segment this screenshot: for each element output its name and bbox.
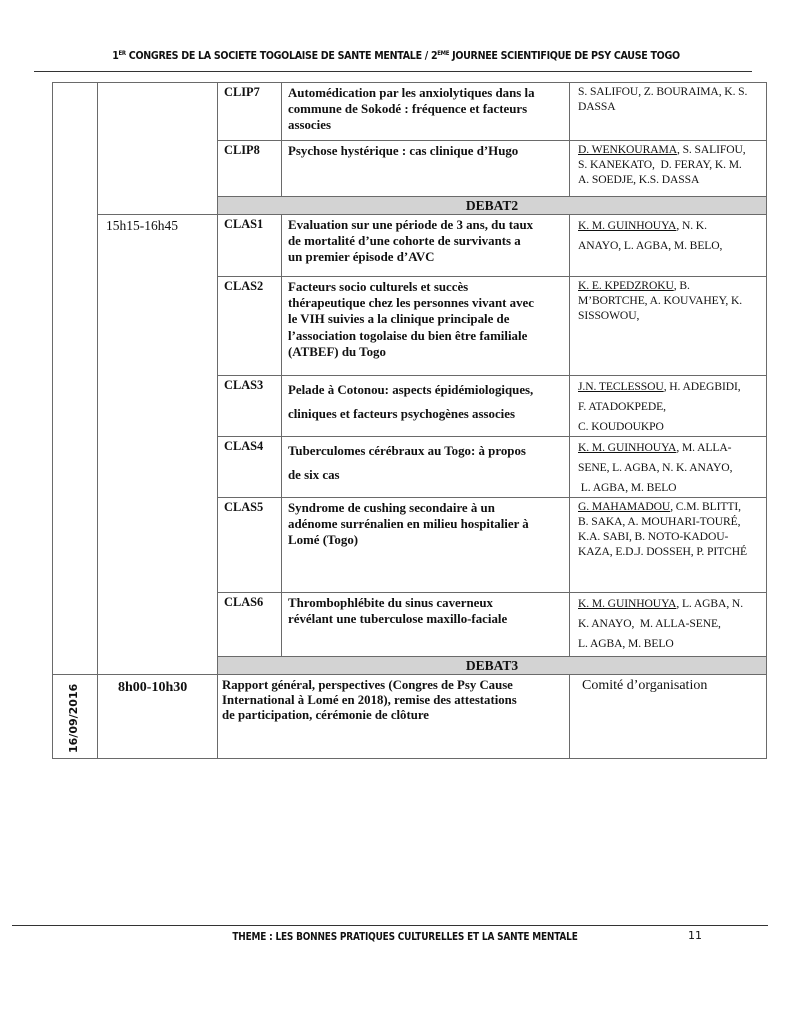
header-sup: ER [118,50,126,57]
title-line: Psychose hystérique : cas clinique d’Hugo [288,144,519,158]
authors-text: A. SOEDJE, K.S. DASSA [578,173,700,186]
title-line: Syndrome de cushing secondaire à un [288,501,495,515]
authors [578,216,722,256]
title-line: associes [288,118,331,133]
title-line: Facteurs socio culturels et succès [288,280,469,294]
authors-text: , H. ADEGBIDI, [663,380,741,393]
title-cell [281,375,570,437]
authors [578,594,743,654]
header-text: JOURNEE SCIENTIFIQUE DE PSY CAUSE TOGO [449,50,680,62]
title-line: l’association togolaise du bien être familiale [288,328,528,343]
lead-author: K. M. GUINHOUYA [578,219,677,232]
debat3-row [217,656,767,675]
title-line: Tuberculomes cérébraux au Togo: à propos [288,444,526,458]
authors-line [578,216,722,236]
header-divider [34,71,752,72]
presentation-code: CLAS1 [224,217,264,231]
title-line: (ATBEF) du Togo [288,344,386,359]
presentation-code: CLAS5 [224,500,264,514]
authors-line [578,278,742,293]
lead-author: J.N. TECLESSOU [578,380,664,393]
final-date-cell [52,674,98,759]
code-cell [217,140,282,197]
presentation-title [288,500,529,549]
authors-text: K.A. SABI, B. NOTO-KADOU- [578,530,729,543]
authors-text: KAZA, E.D.J. DOSSEH, P. PITCHÉ [578,545,747,558]
final-title [222,678,517,723]
authors-text: , S. SALIFOU, [676,143,746,156]
title-line: un premier épisode d’AVC [288,250,435,265]
lead-author: K. E. KPEDZROKU [578,279,674,292]
authors-text: F. ATADOKPEDE, [578,400,666,413]
authors-cell [569,140,767,197]
footer-divider [12,925,768,926]
authors-line [578,84,747,99]
debat3-label: DEBAT3 [465,658,519,673]
title-line: thérapeutique chez les personnes vivant avec [288,296,534,311]
title-line: Lomé (Togo) [288,533,359,548]
authors-text: , N. K. [676,219,707,232]
authors-text: C. KOUDOUKPO [578,420,664,433]
authors-cell [569,436,767,498]
presentation-code: CLAS6 [224,595,264,609]
authors-line [578,142,746,157]
title-cell [281,497,570,593]
final-time: 8h00-10h30 [118,680,188,695]
authors [578,84,747,114]
title-line: Automédication par les anxiolytiques dans la [288,86,535,100]
authors-text: , L. AGBA, N. [676,597,743,610]
presentation-title [288,143,518,159]
final-time-cell [97,674,218,759]
authors-text: B. SAKA, A. MOUHARI-TOURÉ, [578,515,741,528]
authors [578,499,747,559]
authors-text: , B. [673,279,690,292]
authors-line [578,99,747,114]
authors-line [578,634,743,654]
final-title-cell [217,674,570,759]
authors-line [578,458,732,478]
authors-text: SISSOWOU, [578,309,640,322]
authors-cell [569,82,767,141]
authors-line [578,594,743,614]
session-time: 15h15-16h45 [106,218,178,233]
lead-author: K. M. GUINHOUYA [578,441,677,454]
final-title-line: de participation, cérémonie de clôture [222,708,429,722]
presentation-title [288,439,526,487]
title-cell [281,214,570,277]
authors-line [578,438,732,458]
title-line: Thrombophlébite du sinus caverneux [288,596,493,610]
title-line: le VIH suivies a la clinique principale de [288,312,510,327]
authors-text: , C.M. BLITTI, [670,500,741,513]
code-cell [217,276,282,376]
presentation-title [288,595,507,627]
title-line: Evaluation sur une période de 3 ans, du taux [288,218,534,232]
authors-cell [569,214,767,277]
authors-text: L. AGBA, M. BELO [578,481,677,494]
date-cell-empty [52,82,98,675]
page-header-title [40,50,753,62]
lead-author: D. WENKOURAMA [578,143,677,156]
title-line: révélant une tuberculose maxillo-faciale [288,612,508,627]
presentation-code: CLAS4 [224,439,264,453]
authors-text: , M. ALLA- [676,441,732,454]
authors [578,438,732,498]
title-line: de mortalité d’une cohorte de survivants a [288,234,521,249]
header-text: 1 [112,50,119,62]
code-cell [217,497,282,593]
presentation-title [288,85,535,134]
authors [578,377,741,437]
authors-text: K. ANAYO, M. ALLA-SENE, [578,617,721,630]
authors-line [578,172,746,187]
lead-author: G. MAHAMADOU [578,500,671,513]
final-speaker-cell [569,674,767,759]
authors-line [578,529,747,544]
title-line: commune de Sokodé : fréquence et facteurs [288,102,528,117]
authors-line [578,293,742,308]
authors-line [578,157,746,172]
presentation-code: CLAS3 [224,378,264,392]
code-cell [217,214,282,277]
time-cell-empty [97,82,218,215]
authors-text: S. SALIFOU, Z. BOURAIMA, K. S. [578,85,748,98]
code-cell [217,592,282,657]
title-line: adénome surrénalien en milieu hospitalier à [288,517,529,532]
authors-cell [569,592,767,657]
authors-text: ANAYO, L. AGBA, M. BELO, [578,239,723,252]
authors-text: DASSA [578,100,616,113]
authors-cell [569,497,767,593]
header-text: CONGRES DE LA SOCIETE TOGOLAISE DE SANTE MENTALE / 2 [125,50,438,62]
presentation-code: CLIP8 [224,143,260,157]
authors-line [578,397,741,417]
header-sup: EME [437,50,450,57]
authors-line [578,417,741,437]
debat2-label: DEBAT2 [465,198,519,213]
final-title-line: International à Lomé en 2018), remise des attestations [222,693,517,707]
authors-cell [569,375,767,437]
title-cell [281,82,570,141]
authors-line [578,377,741,397]
lead-author: K. M. GUINHOUYA [578,597,677,610]
authors-line [578,308,742,323]
authors-line [578,614,743,634]
title-cell [281,140,570,197]
authors-line [578,499,747,514]
final-title-line: Rapport général, perspectives (Congres de Psy Cause [222,678,513,692]
authors-text: S. KANEKATO, D. FERAY, K. M. [578,158,742,171]
debat2-row [217,196,767,215]
final-date: 16/09/2016 [67,683,80,753]
authors [578,278,742,323]
time-cell-session [97,214,218,675]
presentation-code: CLIP7 [224,85,260,99]
code-cell [217,436,282,498]
authors-text: SENE, L. AGBA, N. K. ANAYO, [578,461,733,474]
authors-cell [569,276,767,376]
presentation-title [288,279,534,360]
title-cell [281,436,570,498]
title-cell [281,592,570,657]
authors-text: M’BORTCHE, A. KOUVAHEY, K. [578,294,743,307]
code-cell [217,82,282,141]
authors-text: L. AGBA, M. BELO [578,637,674,650]
presentation-code: CLAS2 [224,279,264,293]
authors-line [578,236,722,256]
title-line: Pelade à Cotonou: aspects épidémiologiques, [288,383,534,397]
authors [578,142,746,187]
footer-theme: THEME : LES BONNES PRATIQUES CULTURELLES ET LA SANTE MENTALE [232,931,578,943]
authors-line [578,478,732,498]
final-speaker: Comité d’organisation [582,678,708,693]
presentation-title [288,217,533,266]
title-cell [281,276,570,376]
authors-line [578,514,747,529]
title-line: cliniques et facteurs psychogènes associes [288,407,516,421]
title-line: de six cas [288,468,340,482]
page-number: 11 [688,929,702,942]
presentation-title [288,378,533,426]
code-cell [217,375,282,437]
authors-line [578,544,747,559]
